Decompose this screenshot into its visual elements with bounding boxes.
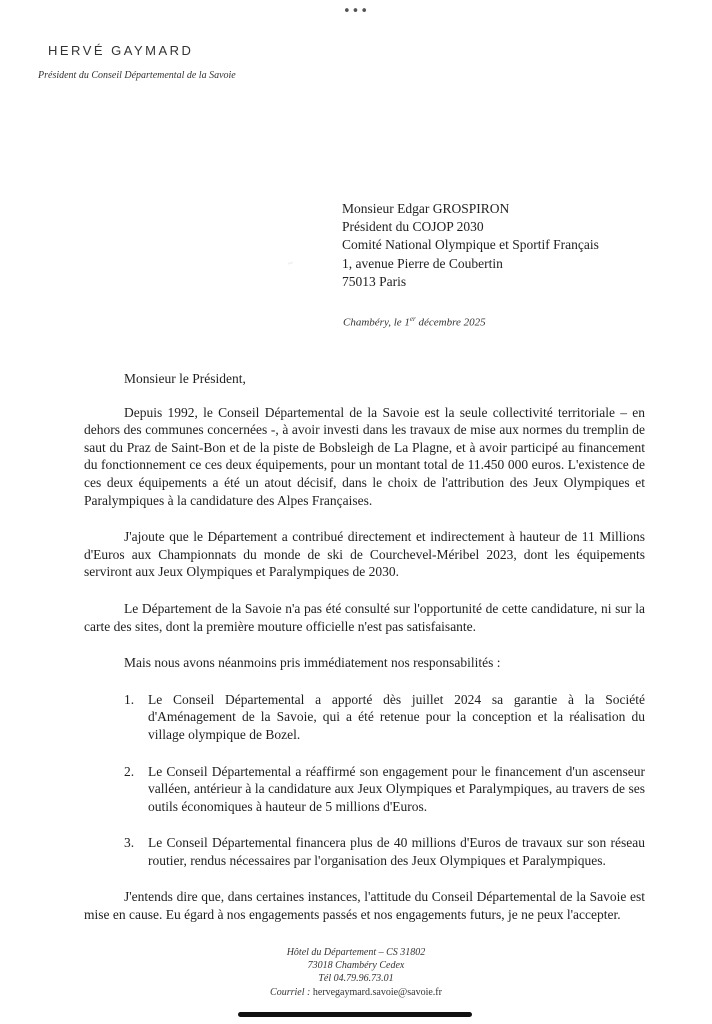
salutation: Monsieur le Président, — [124, 371, 246, 386]
recipient-line: Président du COJOP 2030 — [342, 219, 484, 235]
recipient-line: 1, avenue Pierre de Coubertin — [342, 255, 503, 271]
list-number: 3. — [124, 835, 135, 851]
paragraph: J'ajoute que le Département a contribué directement et indirectement à hauteur de 11 Millions d'Euros aux Championnats du monde de ski de Courchevel-Méribel 2023, dont les équipements serviront aux Jeux Olympiques et Paralympiques de 2030. — [84, 529, 645, 580]
list-text: Le Conseil Départemental a apporté dès juillet 2024 sa garantie à la Société d'Aménagement de la Savoie, qui a été retenue pour la conception et la réalisation du village olympique de Bozel. — [148, 691, 645, 742]
footer-email[interactable]: hervegaymard.savoie@savoie.fr — [312, 986, 442, 998]
background-scribble: ~ — [286, 257, 295, 269]
recipient-line: Monsieur Edgar GROSPIRON — [342, 201, 510, 216]
date-superscript: er — [409, 315, 416, 323]
recipient-address — [342, 200, 599, 291]
list-text: Le Conseil Départemental financera plus de 40 millions d'Euros de travaux sur son réseau routier, rendus nécessaires par l'organisation des Jeux Olympiques et Paralympiques. — [148, 835, 645, 868]
letterhead-title: Président du Conseil Départemental de la Savoie — [38, 70, 236, 81]
footer-line: Hôtel du Département – CS 31802 — [286, 947, 426, 958]
closing-paragraph: J'entends dire que, dans certaines instances, l'attitude du Conseil Départemental de la Savoie est mise en cause. Eu égard à nos engagements passés et nos engagements futurs, je ne peux l'accepter. — [84, 889, 645, 923]
list-intro: Mais nous avons néanmoins pris immédiatement nos responsabilités : — [124, 655, 501, 671]
recipient-line: Comité National Olympique et Sportif Français — [342, 237, 599, 253]
list-item — [84, 834, 645, 869]
list-item — [84, 763, 645, 816]
letter-body — [84, 370, 645, 943]
menu-dots-icon[interactable]: ••• — [343, 4, 370, 19]
letterhead-name: HERVÉ GAYMARD — [48, 43, 194, 58]
paragraph: Depuis 1992, le Conseil Départemental de la Savoie est la seule collectivité territoriale – en dehors des communes concernées -, à avoir investi dans les travaux de mise aux normes du tremplin de saut du Praz de Saint-Bon et de la piste de Bobsleigh de La Plagne, et à avoir participé au financement du fonctionnement ce ces deux équipements, pour un montant total de 11.450 000 euros. L'existence de ces deux équipements a été un atout décisif, dans le choix de l'attribution des Jeux Olympiques et Paralympiques à la candidature des Alpes Françaises. — [84, 404, 645, 508]
footer-line: Tél 04.79.96.73.01 — [318, 973, 394, 985]
list-number: 2. — [124, 763, 135, 779]
list-number: 1. — [124, 691, 135, 707]
date-suffix: décembre 2025 — [415, 316, 486, 329]
list-item — [84, 691, 645, 744]
letter-date — [343, 315, 486, 329]
list-text: Le Conseil Départemental a réaffirmé son engagement pour le financement d'un ascenseur valléen, antérieur à la candidature aux Jeux Olympiques et Paralympiques, au travers de ses outils économiques à hauteur de 5 millions d'Euros. — [148, 763, 645, 814]
paragraph: Le Département de la Savoie n'a pas été consulté sur l'opportunité de cette candidature, ni sur la carte des sites, dont la première mouture officielle n'est pas satisfaisante. — [84, 600, 645, 634]
footer-email-label: Courriel : — [270, 986, 313, 998]
footer-line: 73018 Chambéry Cedex — [307, 960, 405, 972]
footer-address — [0, 946, 712, 999]
home-indicator[interactable] — [238, 1012, 472, 1017]
recipient-line: 75013 Paris — [342, 273, 407, 289]
footer-email-line — [0, 986, 712, 999]
date-prefix: Chambéry, le 1 — [343, 316, 410, 329]
commitments-list — [84, 691, 645, 870]
